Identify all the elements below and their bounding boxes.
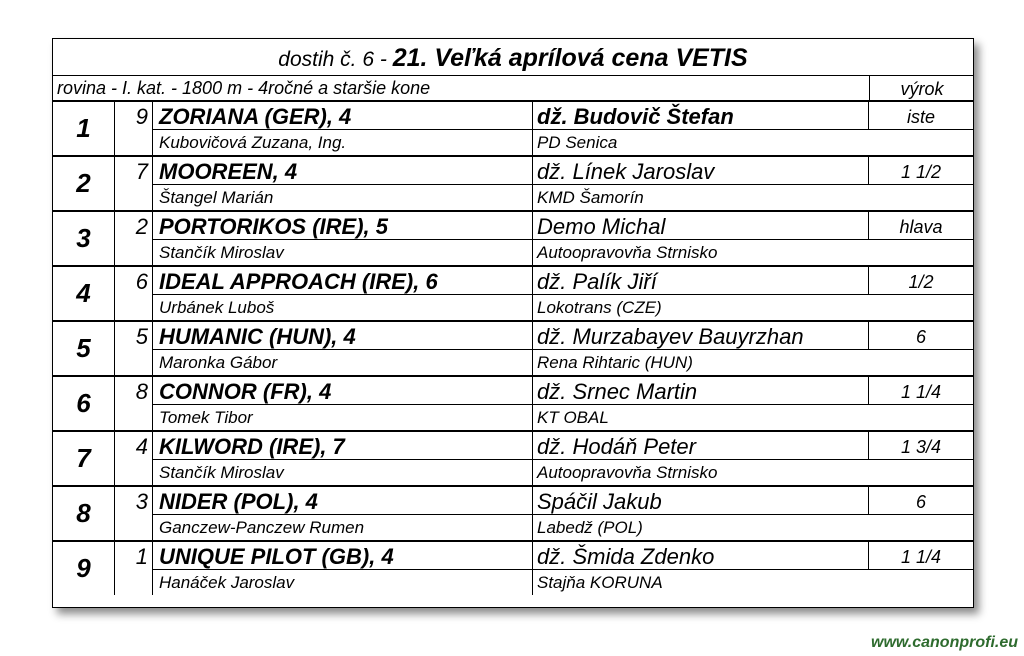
table-row — [53, 267, 973, 322]
owner-name: Autoopravovňa Strnisko — [537, 243, 718, 262]
watermark-text: www.canonprofi.eu — [871, 634, 1018, 651]
finish-place: 8 — [53, 487, 115, 540]
finish-margin: 1 3/4 — [869, 432, 973, 460]
trainer-name: Ganczew-Panczew Rumen — [153, 515, 533, 540]
jockey-name: dž. Palík Jiří — [533, 267, 869, 295]
jockey-name: dž. Línek Jaroslav — [533, 157, 869, 185]
horse-name: UNIQUE PILOT (GB), 4 — [153, 542, 533, 570]
trainer-name: Tomek Tibor — [153, 405, 533, 430]
start-number: 5 — [115, 322, 153, 375]
finish-place: 2 — [53, 157, 115, 210]
horse-name: ZORIANA (GER), 4 — [153, 102, 533, 130]
jockey-name: Demo Michal — [533, 212, 869, 240]
table-row — [53, 377, 973, 432]
owner-name: Stajňa KORUNA — [537, 573, 663, 592]
table-row — [53, 102, 973, 157]
owner-name: Autoopravovňa Strnisko — [537, 463, 718, 482]
jockey-name: dž. Hodáň Peter — [533, 432, 869, 460]
finish-margin: hlava — [869, 212, 973, 240]
finish-margin: 6 — [869, 487, 973, 515]
conditions-row — [53, 76, 973, 102]
owner-name: KT OBAL — [537, 408, 609, 427]
table-row — [53, 432, 973, 487]
results-card — [52, 38, 974, 608]
horse-name: PORTORIKOS (IRE), 5 — [153, 212, 533, 240]
trainer-name: Kubovičová Zuzana, Ing. — [153, 130, 533, 155]
finish-place: 5 — [53, 322, 115, 375]
race-conditions: rovina - I. kat. - 1800 m - 4ročné a staršie kone — [57, 78, 431, 98]
owner-name: PD Senica — [537, 133, 618, 152]
finish-place: 7 — [53, 432, 115, 485]
jockey-name: Spáčil Jakub — [533, 487, 869, 515]
finish-margin: iste — [869, 102, 973, 130]
margin-header: výrok — [869, 76, 974, 100]
finish-place: 1 — [53, 102, 115, 155]
start-number: 9 — [115, 102, 153, 155]
start-number: 7 — [115, 157, 153, 210]
owner-name: Lokotrans (CZE) — [537, 298, 662, 317]
start-number: 2 — [115, 212, 153, 265]
finish-place: 3 — [53, 212, 115, 265]
trainer-name: Hanáček Jaroslav — [153, 570, 533, 595]
finish-place: 9 — [53, 542, 115, 595]
finish-place: 4 — [53, 267, 115, 320]
race-number: dostih č. 6 - — [278, 48, 393, 71]
finish-margin: 6 — [869, 322, 973, 350]
start-number: 8 — [115, 377, 153, 430]
horse-name: MOOREEN, 4 — [153, 157, 533, 185]
owner-name: KMD Šamorín — [537, 188, 644, 207]
table-row — [53, 212, 973, 267]
jockey-name: dž. Murzabayev Bauyrzhan — [533, 322, 869, 350]
horse-name: NIDER (POL), 4 — [153, 487, 533, 515]
race-name: 21. Veľká aprílová cena VETIS — [392, 44, 748, 72]
finish-margin: 1 1/2 — [869, 157, 973, 185]
trainer-name: Štangel Marián — [153, 185, 533, 210]
start-number: 6 — [115, 267, 153, 320]
horse-name: IDEAL APPROACH (IRE), 6 — [153, 267, 533, 295]
owner-name: Labedž (POL) — [537, 518, 643, 537]
finish-margin: 1 1/4 — [869, 542, 973, 570]
finish-margin: 1 1/4 — [869, 377, 973, 405]
results-table — [53, 102, 973, 597]
start-number: 3 — [115, 487, 153, 540]
owner-name: Rena Rihtaric (HUN) — [537, 353, 693, 372]
finish-place: 6 — [53, 377, 115, 430]
horse-name: CONNOR (FR), 4 — [153, 377, 533, 405]
table-row — [53, 157, 973, 212]
finish-margin: 1/2 — [869, 267, 973, 295]
horse-name: HUMANIC (HUN), 4 — [153, 322, 533, 350]
table-row — [53, 542, 973, 597]
jockey-name: dž. Šmida Zdenko — [533, 542, 869, 570]
jockey-name: dž. Srnec Martin — [533, 377, 869, 405]
trainer-name: Maronka Gábor — [153, 350, 533, 375]
trainer-name: Urbánek Luboš — [153, 295, 533, 320]
table-row — [53, 322, 973, 377]
trainer-name: Stančík Miroslav — [153, 460, 533, 485]
jockey-name: dž. Budovič Štefan — [533, 102, 869, 130]
horse-name: KILWORD (IRE), 7 — [153, 432, 533, 460]
start-number: 1 — [115, 542, 153, 595]
race-title — [53, 39, 973, 76]
start-number: 4 — [115, 432, 153, 485]
trainer-name: Stančík Miroslav — [153, 240, 533, 265]
table-row — [53, 487, 973, 542]
